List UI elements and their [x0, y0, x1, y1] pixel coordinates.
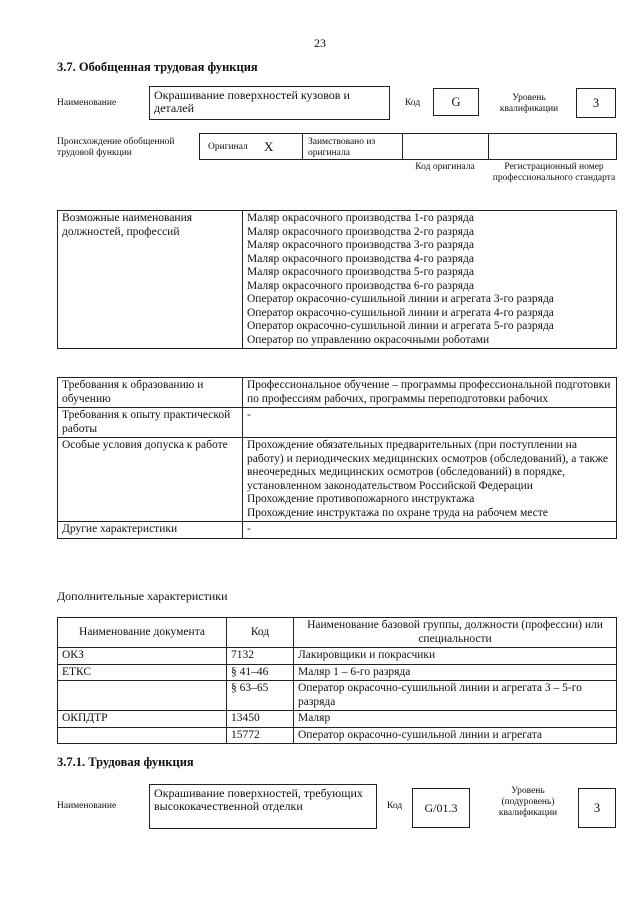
cell-code: 15772: [227, 727, 294, 744]
tf-code-label: Код: [387, 801, 403, 811]
condition-item: Прохождение инструктажа по охране труда на рабочем месте: [247, 506, 548, 519]
experience-value: -: [243, 408, 617, 438]
position-item: Маляр окрасочного производства 3-го разряда: [247, 239, 474, 251]
position-item: Оператор по управлению окрасочными роботами: [247, 333, 490, 346]
gtf-code-field: G: [433, 88, 479, 116]
position-item: Маляр окрасочного производства 4-го разряда: [247, 252, 474, 265]
cell-doc: [58, 681, 227, 711]
condition-item: Прохождение обязательных предварительных (при поступлении на работу) и периодических медицинских осмотров (обследований), а также внеочередных медицинских осмотров (обследований) в порядке, установленном законодательством Российской Федерации: [247, 439, 609, 492]
table-row: [58, 664, 617, 681]
page-number: 23: [314, 36, 326, 50]
gtf-name-field: Окрашивание поверхностей кузовов и деталей: [149, 86, 390, 120]
other-value: -: [243, 522, 617, 539]
positions-label: Возможные наименования должностей, профессий: [58, 211, 243, 349]
position-item: Маляр окрасочного производства 5-го разряда: [247, 266, 474, 278]
cell-doc: ОКЗ: [58, 648, 227, 665]
origin-label: Происхождение обобщенной трудовой функции: [57, 137, 175, 158]
conditions-label: Особые условия допуска к работе: [58, 438, 243, 522]
cell-name: Маляр: [294, 711, 617, 728]
borrowed-label: Заимствовано из оригинала: [308, 137, 376, 158]
original-label: Оригинал: [208, 142, 248, 152]
additional-table: [57, 617, 617, 744]
gtf-level-label: Уровень квалификации: [499, 93, 559, 114]
original-mark: X: [264, 139, 274, 154]
position-item: Маляр окрасочного производства 6-го разряда: [247, 279, 474, 292]
origin-box: [199, 133, 617, 160]
cell-doc: ЕТКС: [58, 664, 227, 681]
cell-name: Оператор окрасочно-сушильной линии и агрегата 3 – 5-го разряда: [294, 681, 617, 711]
gtf-code-label: Код: [405, 98, 421, 108]
header-document: Наименование документа: [58, 618, 227, 648]
position-item: Маляр окрасочного производства 2-го разряда: [247, 225, 474, 238]
tf-level-label: Уровень (подуровень) квалификации: [498, 786, 558, 818]
tf-title: 3.7.1. Трудовая функция: [57, 755, 194, 769]
conditions-list: [243, 438, 617, 522]
tf-code-field: G/01.3: [412, 788, 470, 828]
header-group-name: Наименование базовой группы, должности (профессии) или специальности: [294, 618, 617, 648]
additional-title: Дополнительные характеристики: [57, 589, 228, 603]
cell-doc: [58, 727, 227, 744]
experience-label: Требования к опыту практической работы: [58, 408, 243, 438]
cell-code: § 41–46: [227, 664, 294, 681]
education-label: Требования к образованию и обучению: [58, 378, 243, 408]
cell-name: Оператор окрасочно-сушильной линии и агрегата: [294, 727, 617, 744]
cell-code: 7132: [227, 648, 294, 665]
requirements-table: [57, 377, 617, 539]
gtf-level-field: 3: [576, 88, 616, 118]
cell-code: 13450: [227, 711, 294, 728]
table-row: [58, 648, 617, 665]
table-row: [58, 727, 617, 744]
condition-item: Прохождение противопожарного инструктажа: [247, 493, 475, 505]
header-code: Код: [227, 618, 294, 648]
positions-list: [243, 211, 617, 349]
position-item: Оператор окрасочно-сушильной линии и агрегата 3-го разряда: [247, 293, 554, 305]
cell-code: § 63–65: [227, 681, 294, 711]
position-item: Оператор окрасочно-сушильной линии и агрегата 5-го разряда: [247, 320, 554, 332]
table-row: [58, 711, 617, 728]
cell-name: Маляр 1 – 6-го разряда: [294, 664, 617, 681]
tf-name-label: Наименование: [57, 801, 117, 811]
positions-table: [57, 210, 617, 349]
reg-number-label: Регистрационный номер профессионального стандарта: [492, 162, 616, 183]
cell-doc: ОКПДТР: [58, 711, 227, 728]
gtf-name-label: Наименование: [57, 98, 117, 108]
education-value: Профессиональное обучение – программы профессиональной подготовки по профессиям рабочих, программы переподготовки рабочих: [243, 378, 617, 408]
tf-name-field: Окрашивание поверхностей, требующих высококачественной отделки: [149, 784, 377, 829]
other-label: Другие характеристики: [58, 522, 243, 539]
code-original-label: Код оригинала: [415, 162, 475, 172]
tf-level-field: 3: [578, 788, 616, 828]
table-row: [58, 681, 617, 711]
position-item: Оператор окрасочно-сушильной линии и агрегата 4-го разряда: [247, 306, 554, 319]
cell-name: Лакировщики и покрасчики: [294, 648, 617, 665]
section-title: 3.7. Обобщенная трудовая функция: [57, 60, 258, 74]
position-item: Маляр окрасочного производства 1-го разряда: [247, 212, 474, 224]
